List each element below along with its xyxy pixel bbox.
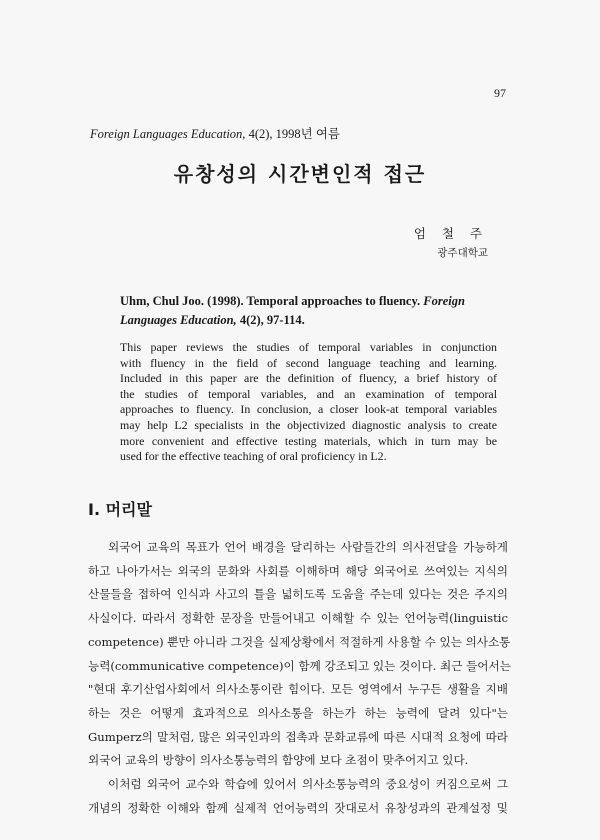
body-line: 능력(communicative competence)이 함께 강조되고 있는 것이다. 최근 들어서는	[88, 658, 511, 673]
abstract-line: may help L2 specialists in the objectivized diagnostic analysis to create	[120, 417, 497, 432]
body-line: 외국어 교육의 목표가 언어 배경을 달리하는 사람들간의 의사전달을 가능하게	[108, 540, 508, 554]
abstract-line: This paper reviews the studies of temporal variables in conjunction	[120, 340, 497, 354]
abstract	[120, 340, 497, 465]
body-line: 개념의 정확한 이해와 함께 실제적 언어능력의 잣대로서 유창성과의 관계설정 및	[88, 800, 508, 815]
abstract-line: approaches to fluency. In conclusion, a closer look-at temporal variables	[120, 402, 497, 417]
citation-suffix: 4(2), 97-114.	[236, 313, 305, 327]
citation-prefix: Uhm, Chul Joo. (1998). Temporal approaches to fluency.	[120, 294, 424, 308]
page-number: 97	[494, 86, 506, 100]
body-line: 외국어 교육의 방향이 의사소통능력의 함양에 보다 초점이 맞추어지고 있다.	[88, 753, 469, 768]
body-line: competence) 뿐만 아니라 그것을 실제상황에서 적절하게 사용할 수 있는 의사소통	[88, 634, 511, 649]
citation-journal: Foreign Languages Education,	[120, 294, 465, 327]
body-line: "현대 후기산업사회에서 의사소통이란 힘이다. 모든 영역에서 누구든 생활을 지배	[88, 682, 508, 697]
abstract-line: Included in this paper are the definition of fluency, a brief history of	[120, 371, 497, 386]
citation	[120, 292, 495, 330]
page-title: 유창성의 시간변인적 접근	[173, 162, 427, 186]
author-name: 엄 철 주	[413, 226, 488, 241]
abstract-line: with fluency in the field of second language teaching and learning.	[120, 355, 497, 370]
body-text	[88, 536, 511, 820]
body-line: 사실이다. 따라서 정확한 문장을 만들어내고 이해할 수 있는 언어능력(linguistic	[88, 611, 508, 626]
author-affiliation: 광주대학교	[437, 247, 488, 259]
abstract-line: the studies of temporal variables, and an examination of temporal	[120, 386, 497, 401]
body-line: 이처럼 외국어 교수와 학습에 있어서 의사소통능력의 중요성이 커짐으로써 그	[108, 777, 508, 792]
body-line: 하는 것은 어떻게 효과적으로 의사소통을 하는가 하는 능력에 달려 있다"는	[88, 705, 508, 720]
body-line: 산물들을 접하여 인식과 사고의 틀을 넓히도록 도움을 주는데 있다는 것은 주지의	[88, 587, 508, 602]
journal-issue: 4(2), 1998년 여름	[245, 127, 340, 141]
abstract-line: more convenient and effective testing materials, which in turn may be	[120, 433, 497, 448]
journal-name: Foreign Languages Education,	[90, 127, 246, 141]
abstract-line: used for the effective teaching of oral proficiency in L2.	[120, 449, 387, 464]
body-line: 하고 나아가서는 외국의 문화와 사회를 이해하며 해당 외국어로 쓰여있는 지식의	[88, 563, 508, 578]
section-heading: I. 머리말	[88, 500, 152, 519]
journal-header	[90, 124, 340, 142]
body-line: Gumperz의 말처럼, 많은 외국인과의 접촉과 문화교류에 따른 시대적 요청에 따라	[88, 729, 508, 744]
